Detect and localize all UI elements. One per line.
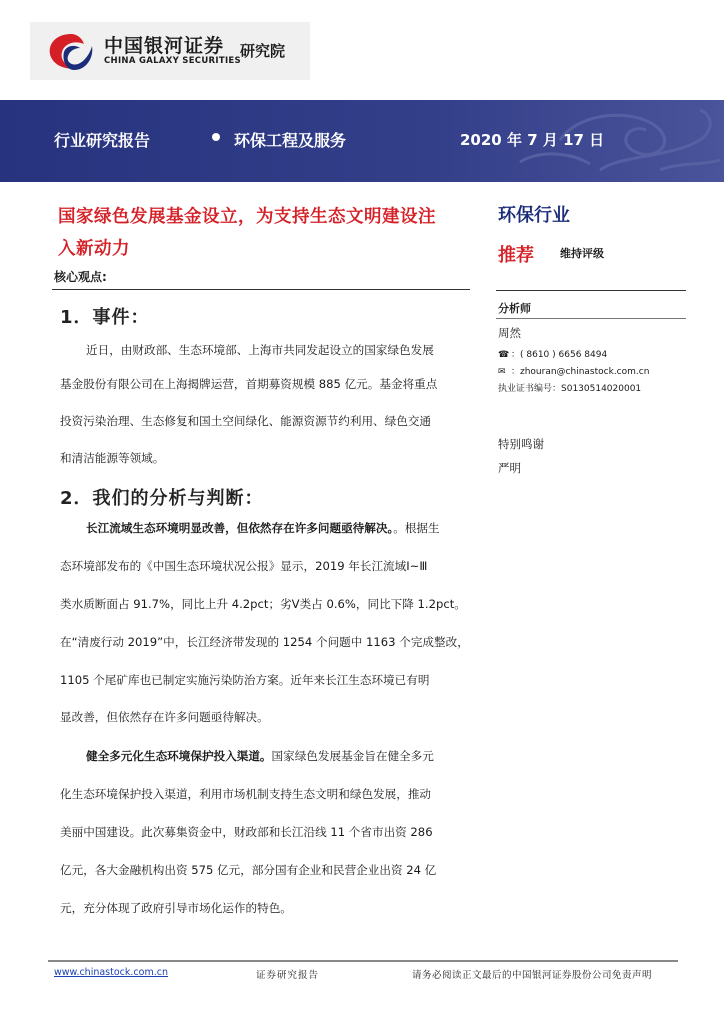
paragraph-line: 类水质断面占 91.7%，同比上升 4.2pct；劣Ⅴ类占 0.6%，同比下降 1.2pct。	[60, 597, 466, 611]
report-title-line-1: 国家绿色发展基金设立，为支持生态文明建设注	[58, 207, 436, 227]
paragraph-line	[86, 748, 434, 764]
logo-chinese-name: 中国银河证券	[104, 35, 225, 57]
bold-lead: 健全多元化生态环境保护投入渠道。	[86, 749, 272, 763]
email-address[interactable]: ：zhouran@chinastock.com.cn	[511, 367, 650, 377]
paragraph-line	[86, 520, 440, 536]
divider	[52, 289, 470, 290]
paragraph-line: 1105 个尾矿库也已制定实施污染防治方案。近年来长江生态环境已有明	[60, 673, 430, 687]
paragraph-line: 美丽中国建设。此次募集资金中，财政部和长江沿线 11 个省市出资 286	[60, 825, 433, 839]
analyst-phone	[498, 347, 607, 360]
divider	[496, 318, 686, 319]
paragraph-line: 态环境部发布的《中国生态环境状况公报》显示，2019 年长江流域Ⅰ~Ⅲ	[60, 559, 428, 573]
report-type: 行业研究报告	[54, 131, 151, 150]
institute-label: 研究院	[240, 42, 286, 60]
bold-lead: 长江流域生态环境明显改善，但依然存在许多问题亟待解决。	[86, 521, 394, 535]
analyst-email[interactable]	[498, 364, 649, 377]
paragraph-line: 化生态环境保护投入渠道，利用市场机制支持生态文明和绿色发展，推动	[60, 787, 432, 801]
footer-divider	[48, 960, 678, 962]
section-heading-analysis: 2．我们的分析与判断：	[60, 488, 264, 509]
report-date: 2020 年 7 月 17 日	[460, 131, 605, 149]
text-run: 国家绿色发展基金旨在健全多元	[271, 749, 434, 763]
paragraph-line: 亿元，各大金融机构出资 575 亿元，部分国有企业和民营企业出资 24 亿	[60, 863, 437, 877]
certificate-number: 执业证书编号：S0130514020001	[498, 384, 642, 394]
paragraph-line: 近日，由财政部、生态环境部、上海市共同发起设立的国家绿色发展	[86, 343, 434, 357]
paragraph-line: 显改善，但依然存在许多问题亟待解决。	[60, 710, 269, 724]
paragraph-line: 基金股份有限公司在上海揭牌运营，首期募资规模 885 亿元。基金将重点	[60, 377, 438, 391]
thanks-name: 严明	[498, 461, 521, 475]
core-view-label: 核心观点:	[54, 270, 107, 284]
phone-icon: ☎	[498, 350, 510, 360]
analyst-heading: 分析师	[498, 302, 531, 315]
thanks-heading: 特别鸣谢	[498, 437, 544, 451]
sector-label: 环保工程及服务	[234, 131, 347, 150]
rating-note: 维持评级	[560, 247, 604, 260]
paragraph-line: 和清洁能源等领域。	[60, 451, 165, 465]
phone-number: ：( 8610 ) 6656 8494	[511, 350, 608, 360]
envelope-icon: ✉	[498, 367, 506, 377]
footer-report-label: 证券研究报告	[256, 970, 320, 981]
logo-english-name: CHINA GALAXY SECURITIES	[104, 56, 241, 66]
galaxy-logo-icon	[44, 30, 98, 74]
footer-disclaimer: 请务必阅读正文最后的中国银河证券股份公司免责声明	[412, 970, 653, 981]
text-run: 。根据生	[393, 521, 440, 535]
bullet-icon	[212, 133, 220, 141]
industry-label: 环保行业	[498, 205, 570, 226]
analyst-name: 周然	[498, 326, 521, 340]
rating-label: 推荐	[498, 245, 534, 266]
website-link[interactable]: www.chinastock.com.cn	[54, 967, 168, 978]
paragraph-line: 投资污染治理、生态修复和国土空间绿化、能源资源节约利用、绿色交通	[60, 414, 432, 428]
divider	[496, 290, 686, 291]
report-title-line-2: 入新动力	[58, 239, 130, 259]
section-heading-event: 1．事件：	[60, 307, 150, 328]
paragraph-line: 元，充分体现了政府引导市场化运作的特色。	[60, 901, 292, 915]
paragraph-line: 在“清废行动 2019”中，长江经济带发现的 1254 个问题中 1163 个完成整改，	[60, 635, 469, 649]
